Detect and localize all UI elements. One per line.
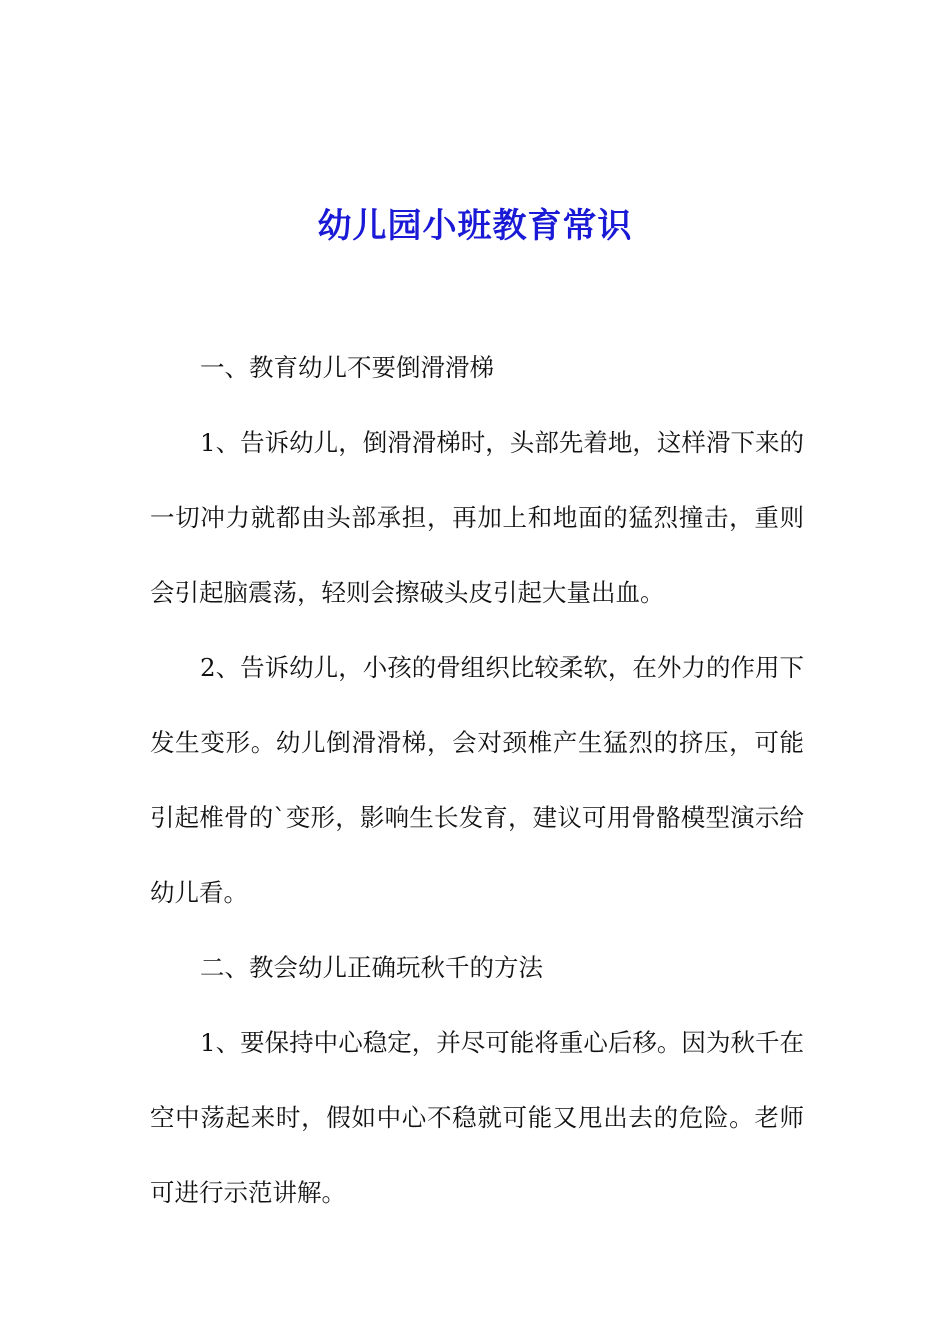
paragraph-1: 1、告诉幼儿，倒滑滑梯时，头部先着地，这样滑下来的一切冲力就都由头部承担，再加上和地面的猛烈撞击，重则会引起脑震荡，轻则会擦破头皮引起大量出血。: [150, 428, 804, 607]
section-heading-2: 二、教会幼儿正确玩秋千的方法: [200, 953, 543, 982]
document-body: [150, 330, 804, 1230]
document-title: 幼儿园小班教育常识: [317, 205, 633, 246]
paragraph-3: 1、要保持中心稳定，并尽可能将重心后移。因为秋千在空中荡起来时，假如中心不稳就可能又甩出去的危险。老师可进行示范讲解。: [150, 1028, 804, 1207]
section-heading-1: 一、教育幼儿不要倒滑滑梯: [200, 353, 494, 382]
paragraph-2: 2、告诉幼儿，小孩的骨组织比较柔软，在外力的作用下发生变形。幼儿倒滑滑梯，会对颈椎产生猛烈的挤压，可能引起椎骨的`变形，影响生长发育，建议可用骨骼模型演示给幼儿看。: [150, 653, 804, 907]
